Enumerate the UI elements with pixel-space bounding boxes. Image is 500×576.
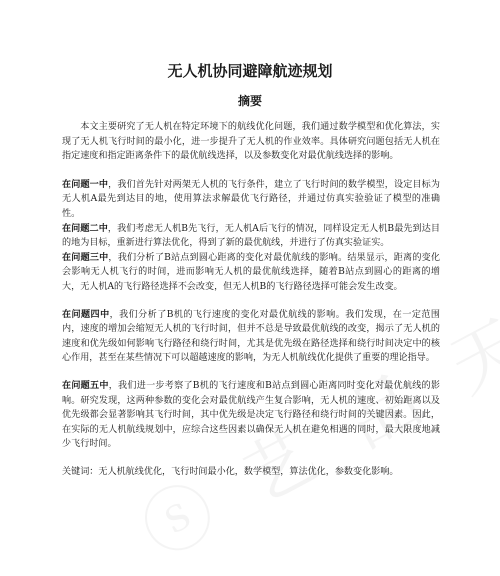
page-title: 无人机协同避障航迹规划 (167, 62, 333, 80)
question-paragraph (62, 178, 440, 222)
question-text: ，我们分析了B机的飞行速度的变化对最优航线的影响。我们发现，在一定范围内，速度的增加会缩短无人机的飞行时间，但并不总是导致最优航线的改变，揭示了无人机的速度和优先级如何影响飞行路径和绕行时间，尤其是优先级在路径选择和绕行时间决定中的核心作用，甚至在某些情况下可以超越速度的影响，为无人机航线优化提供了重要的理论指导。 (62, 309, 440, 364)
question-text: ，我们进一步考察了B机的飞行速度和B站点到圆心距离同时变化对最优航线的影响。研究发现，这两种参数的变化会对最优航线产生复合影响，无人机的速度、初始距离以及优先级都会显著影响其飞行时间，其中优先级是决定飞行路径和绕行时间的关键因素。因此，在实际的无人机航线规划中，应综合这些因素以确保无人机在避免相遇的同时，最大限度地减少飞行时间。 (62, 380, 440, 450)
question-label: 在问题一中 (62, 178, 109, 190)
question-label: 在问题五中 (62, 379, 109, 391)
question-paragraph (62, 251, 440, 295)
question-text: ，我们首先针对两架无人机的飞行条件，建立了飞行时间的数学模型，设定目标为无人机A最先到达目的地，使用算法求解最优飞行路径，并通过仿真实验验证了模型的准确性。 (62, 179, 440, 219)
question-paragraph (62, 222, 440, 251)
question-paragraph (62, 308, 440, 366)
question-text: ，我们考虑无人机B先飞行，无人机A后飞行的情况，同样设定无人机B最先到达目的地为目标，重新进行算法优化，得到了新的最优航线，并进行了仿真实验证实。 (62, 223, 440, 249)
keywords-line: 关键词：无人机航线优化，飞行时间最小化，数学模型，算法优化，参数变化影响。 (62, 466, 399, 477)
question-text: ，我们分析了B站点到圆心距离的变化对最优航线的影响。结果显示，距离的变化会影响无人机飞行的时间，进而影响无人机的最优航线选择，随着B站点到圆心的距离的增大，无人机A的飞行路径选择不会改变，但无人机B的飞行路径选择可能会发生改变。 (62, 252, 440, 292)
abstract-body (62, 120, 440, 479)
abstract-heading: 摘要 (237, 94, 262, 108)
question-label: 在问题三中 (62, 251, 109, 263)
question-paragraph (62, 379, 440, 452)
question-label: 在问题四中 (62, 308, 110, 320)
question-label: 在问题二中 (62, 222, 108, 234)
intro-paragraph: 本文主要研究了无人机在特定环境下的航线优化问题，我们通过数学模型和优化算法，实现了无人机飞行时间的最小化，进一步提升了无人机的作业效率。具体研究问题包括无人机在指定速度和指定距离条件下的最优航线选择，以及参数变化对最优航线选择的影响。 (62, 122, 440, 162)
